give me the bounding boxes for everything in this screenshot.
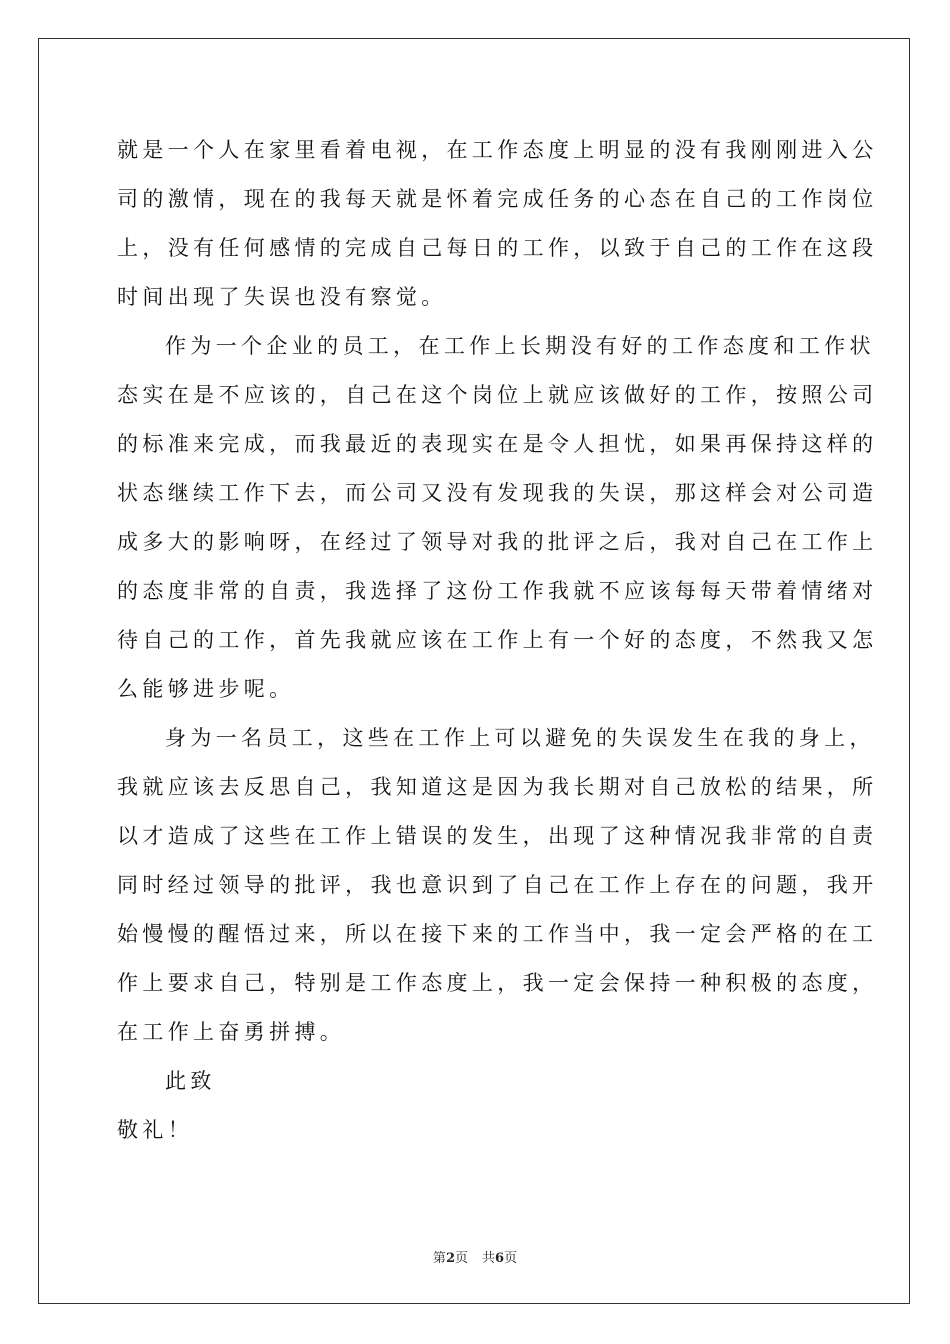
text-line: 的标准来完成，而我最近的表现实在是令人担忧，如果再保持这样的 [117,432,878,456]
paragraph-start-line: 身为一名员工，这些在工作上可以避免的失误发生在我的身上， [165,726,875,750]
page-number: 2 [445,1251,455,1266]
text-line: 待自己的工作，首先我就应该在工作上有一个好的态度，不然我又怎 [117,628,878,652]
letter-body [117,126,878,1155]
text-line: 态实在是不应该的，自己在这个岗位上就应该做好的工作，按照公司 [117,383,878,407]
page-suffix: 页 [454,1251,468,1266]
text-line: 作上要求自己，特别是工作态度上，我一定会保持一种积极的态度， [117,971,878,995]
text-line: 么能够进步呢。 [117,677,295,701]
total-suffix: 页 [504,1251,518,1266]
text-line: 同时经过领导的批评，我也意识到了自己在工作上存在的问题，我开 [117,873,878,897]
text-line: 成多大的影响呀，在经过了领导对我的批评之后，我对自己在工作上 [117,530,878,554]
page-footer [0,1247,950,1266]
text-line: 上，没有任何感情的完成自己每日的工作，以致于自己的工作在这段 [117,236,878,260]
text-line: 就是一个人在家里看着电视，在工作态度上明显的没有我刚刚进入公 [117,138,878,162]
salutation-line: 敬礼！ [117,1118,194,1142]
text-line: 时间出现了失误也没有察觉。 [117,285,447,309]
text-line: 状态继续工作下去，而公司又没有发现我的失误，那这样会对公司造 [117,481,878,505]
text-line: 的态度非常的自责，我选择了这份工作我就不应该每每天带着情绪对 [117,579,878,603]
total-pages: 6 [495,1251,505,1266]
text-line: 我就应该去反思自己，我知道这是因为我长期对自己放松的结果，所 [117,775,878,799]
paragraph-start-line: 作为一个企业的员工，在工作上长期没有好的工作态度和工作状 [165,334,875,358]
page-prefix: 第 [432,1251,446,1266]
text-line: 在工作上奋勇拼搏。 [117,1020,346,1044]
total-prefix: 共 [482,1251,496,1266]
closing-line: 此致 [165,1069,216,1093]
text-line: 以才造成了这些在工作上错误的发生，出现了这种情况我非常的自责 [117,824,878,848]
text-line: 始慢慢的醒悟过来，所以在接下来的工作当中，我一定会严格的在工 [117,922,878,946]
text-line: 司的激情，现在的我每天就是怀着完成任务的心态在自己的工作岗位 [117,187,878,211]
